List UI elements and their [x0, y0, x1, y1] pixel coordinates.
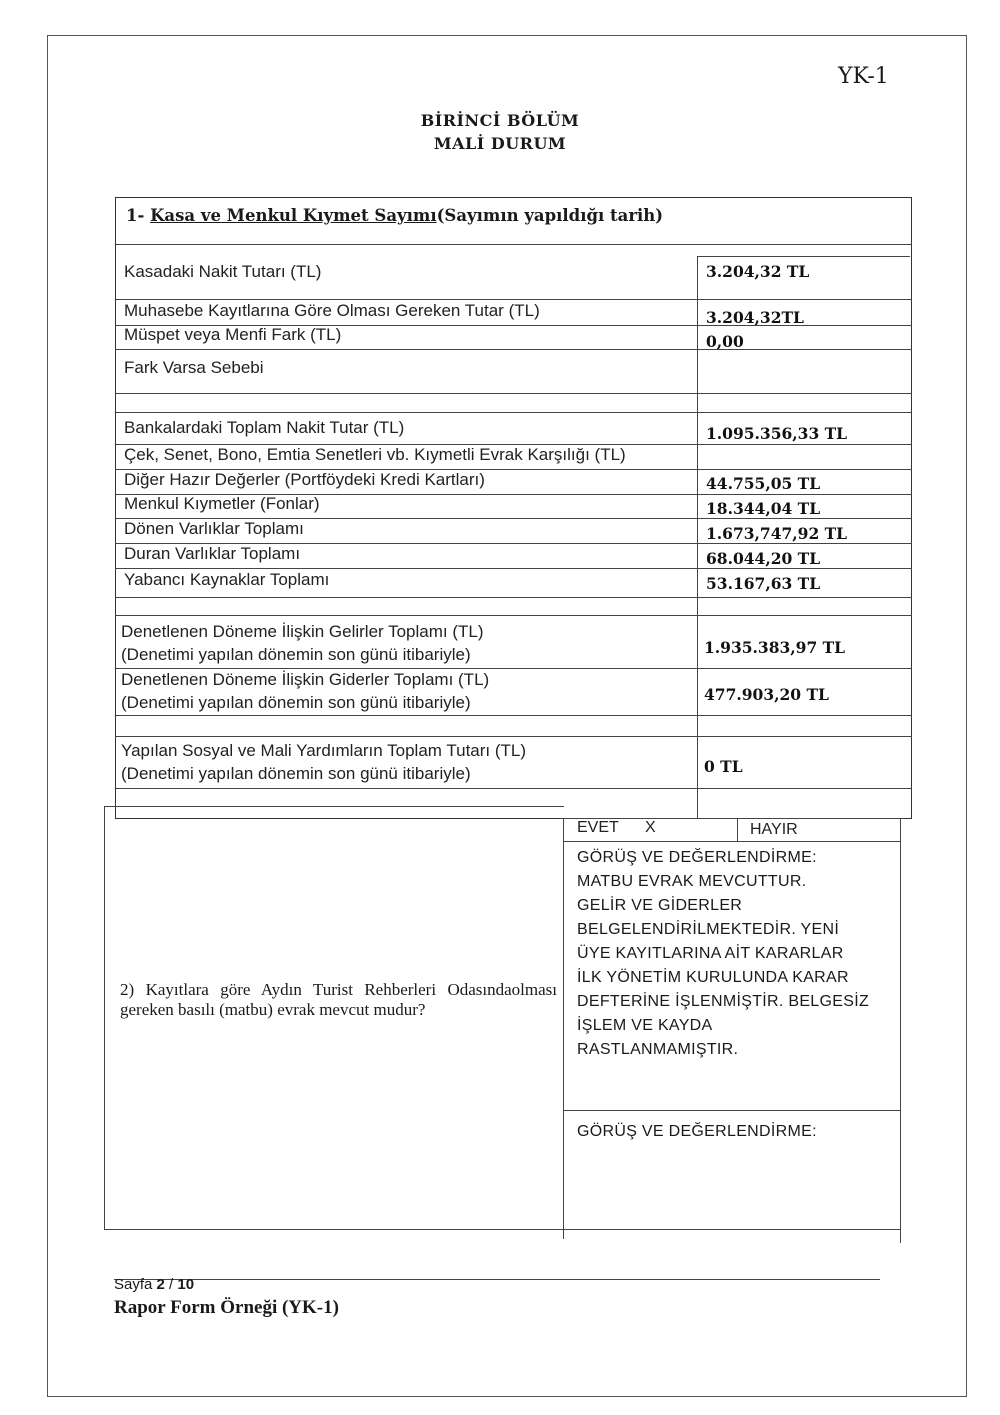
yes-mark: X — [644, 819, 656, 836]
difference-label: Müspet veya Menfi Fark (TL) — [124, 325, 342, 344]
section2-border — [104, 806, 105, 1230]
expected-amount-label: Muhasebe Kayıtlarına Göre Olması Gereken Tutar (TL) — [124, 301, 540, 320]
cash-amount-value: 3.204,32 TL — [706, 262, 810, 281]
difference-reason-label: Fark Varsa Sebebi — [124, 358, 264, 377]
table-rule — [115, 244, 912, 245]
valuable-papers-label: Çek, Senet, Bono, Emtia Senetleri vb. Kıymetli Evrak Karşılığı (TL) — [124, 445, 626, 464]
page-number — [114, 1276, 194, 1293]
cash-amount-label: Kasadaki Nakit Tutarı (TL) — [124, 262, 322, 281]
opinion-line: RASTLANMAMIŞTIR. — [577, 1041, 739, 1058]
table-rule — [115, 597, 912, 598]
securities-value: 18.344,04 TL — [706, 499, 821, 518]
section2-divider — [563, 818, 564, 1239]
form-name: Rapor Form Örneği (YK-1) — [114, 1297, 339, 1318]
yes-label: EVET — [577, 819, 619, 836]
yes-option — [577, 819, 656, 837]
opinion-line: İŞLEM VE KAYDA — [577, 1017, 713, 1034]
other-liquid-assets-label: Diğer Hazır Değerler (Portföydeki Kredi Kartları) — [124, 470, 485, 489]
other-liquid-assets-value: 44.755,05 TL — [706, 474, 821, 493]
table-rule — [115, 668, 912, 669]
opinion-block — [577, 846, 869, 1062]
securities-label: Menkul Kıymetler (Fonlar) — [124, 494, 320, 513]
part-subtitle: MALİ DURUM — [433, 134, 567, 153]
opinion-line: MATBU EVRAK MEVCUTTUR. — [577, 873, 807, 890]
table-rule — [697, 256, 910, 257]
no-option: HAYIR — [750, 821, 798, 838]
question-2-number: 2) — [120, 980, 135, 999]
opinion-line: ÜYE KAYITLARINA AİT KARARLAR — [577, 945, 844, 962]
liabilities-label: Yabancı Kaynaklar Toplamı — [124, 570, 330, 589]
table-rule — [115, 299, 912, 300]
question-2 — [120, 980, 557, 1020]
section2-border — [104, 806, 564, 807]
section1-number: 1- — [126, 206, 145, 225]
aid-value: 0 TL — [704, 757, 743, 776]
expected-amount-value: 3.204,32TL — [706, 308, 804, 327]
page-separator: / — [164, 1276, 178, 1293]
difference-value: 0,00 — [706, 332, 744, 351]
page-prefix: Sayfa — [114, 1276, 157, 1293]
table-rule — [115, 788, 912, 789]
expenses-label: Denetlenen Döneme İlişkin Giderler Toplamı (TL) — [121, 670, 490, 689]
fixed-assets-label: Duran Varlıklar Toplamı — [124, 544, 301, 563]
section2-border — [900, 818, 901, 1243]
opinion-line: BELGELENDİRİLMEKTEDİR. YENİ — [577, 921, 840, 938]
opinion-label: GÖRÜŞ VE DEĞERLENDİRME: — [577, 849, 817, 866]
section1-title-main: Kasa ve Menkul Kıymet Sayımı — [150, 206, 437, 225]
liabilities-value: 53.167,63 TL — [706, 574, 821, 593]
aid-label: Yapılan Sosyal ve Mali Yardımların Toplam Tutarı (TL) — [121, 741, 527, 760]
question-2-text: Kayıtlara göre Aydın Turist Rehberleri Odasındaolması gereken basılı (matbu) evrak mevcut mudur? — [120, 980, 558, 1019]
answer-row-rule — [563, 841, 901, 842]
expenses-value: 477.903,20 TL — [704, 685, 829, 704]
income-value: 1.935.383,97 TL — [704, 638, 846, 657]
income-note: (Denetimi yapılan dönemin son günü itibariyle) — [121, 645, 471, 664]
table-rule — [115, 615, 912, 616]
table-rule — [115, 715, 912, 716]
opinion-rule — [563, 1110, 901, 1111]
page-current: 2 — [156, 1276, 165, 1293]
table-rule — [115, 349, 912, 350]
table-rule — [115, 393, 912, 394]
bank-cash-label: Bankalardaki Toplam Nakit Tutar (TL) — [124, 418, 405, 437]
section1-title — [126, 206, 663, 225]
footer-rule — [114, 1279, 880, 1280]
expenses-note: (Denetimi yapılan dönemin son günü itibariyle) — [121, 693, 471, 712]
document-code: YK-1 — [838, 64, 889, 89]
current-assets-value: 1.673,747,92 TL — [706, 524, 848, 543]
table-rule — [115, 568, 912, 569]
income-label: Denetlenen Döneme İlişkin Gelirler Toplamı (TL) — [121, 622, 484, 641]
part-title: BİRİNCİ BÖLÜM — [420, 111, 580, 130]
bank-cash-value: 1.095.356,33 TL — [706, 424, 848, 443]
opinion-label-2: GÖRÜŞ VE DEĞERLENDİRME: — [577, 1123, 817, 1140]
table-rule — [115, 736, 912, 737]
fixed-assets-value: 68.044,20 TL — [706, 549, 821, 568]
answer-divider — [737, 818, 738, 841]
opinion-line: İLK YÖNETİM KURULUNDA KARAR — [577, 969, 849, 986]
table-rule — [115, 412, 912, 413]
opinion-line: DEFTERİNE İŞLENMİŞTİR. BELGESİZ — [577, 993, 870, 1010]
section2-border — [104, 1229, 901, 1230]
aid-note: (Denetimi yapılan dönemin son günü itibariyle) — [121, 764, 471, 783]
page-total: 10 — [177, 1276, 195, 1293]
current-assets-label: Dönen Varlıklar Toplamı — [124, 519, 304, 538]
value-column-divider — [697, 256, 698, 819]
opinion-line: GELİR VE GİDERLER — [577, 897, 743, 914]
section1-title-date: (Sayımın yapıldığı tarih) — [436, 206, 664, 225]
